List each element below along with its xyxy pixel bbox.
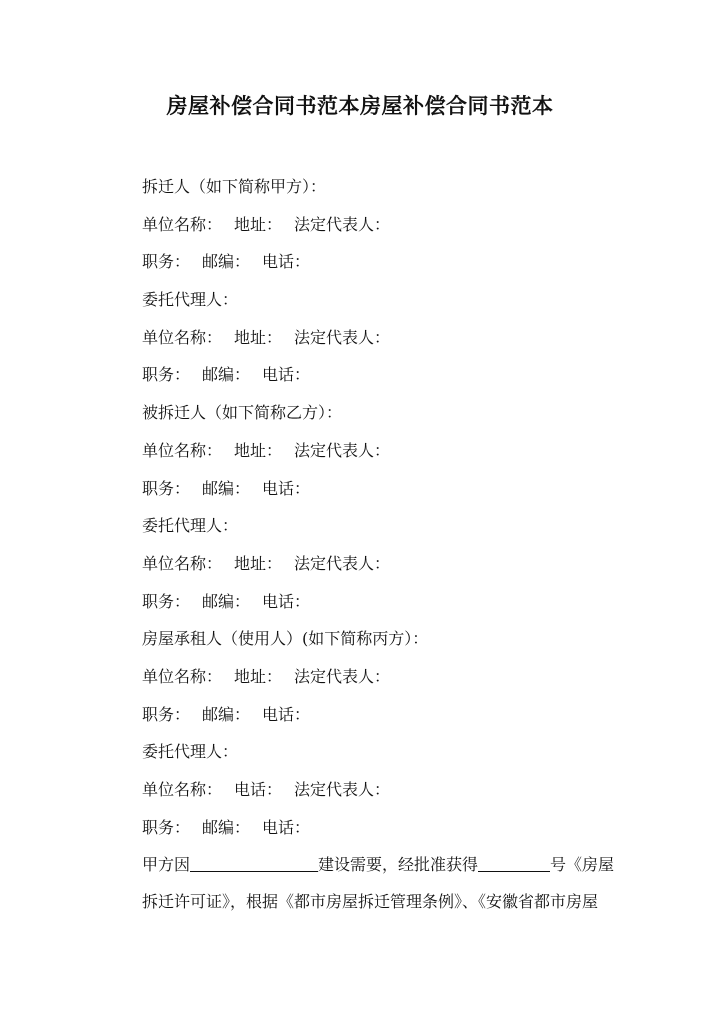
field-label: 电话： [262,478,311,498]
field-label: 地址： [234,553,283,573]
field-label: 委托代理人： [142,290,239,310]
field-label: 拆迁人（如下简称甲方）： [142,177,327,196]
field-label: 邮编： [202,365,251,385]
field-label: 职务： [142,252,191,272]
field-label: 邮编： [202,704,251,724]
field-label: 邮编： [202,478,251,498]
party-info-line [142,394,622,432]
party-info-line [142,658,622,696]
body-paragraph [110,846,620,920]
field-label: 电话： [262,817,311,837]
field-label: 法定代表人： [294,327,391,347]
field-label: 地址： [234,327,283,347]
party-info-line [142,319,622,357]
paragraph-seg-1: 甲方因 [142,855,191,874]
field-label: 单位名称： [142,214,223,234]
party-info-line [142,507,622,545]
party-info-line [142,620,622,658]
field-label: 单位名称： [142,553,223,573]
field-label: 邮编： [202,591,251,611]
field-label: 职务： [142,478,191,498]
party-info-line [142,545,622,583]
party-info-line [142,206,622,244]
field-label: 单位名称： [142,666,223,686]
document-title: 房屋补偿合同书范本房屋补偿合同书范本 [166,93,554,118]
paragraph-seg-3: 号《房屋拆迁许可证》，根据《都市房屋拆迁管理条例》、《安徽省都市房屋 [142,855,615,911]
party-info-line [142,470,622,508]
field-label: 职务： [142,365,191,385]
field-label: 法定代表人： [294,780,391,799]
party-info-list [142,168,622,846]
field-label: 法定代表人： [294,440,391,460]
party-info-line [142,696,622,734]
field-label: 电话： [262,365,311,385]
party-info-line [142,243,622,281]
field-label: 地址： [234,440,283,460]
party-info-line [142,432,622,470]
party-info-line [142,771,622,809]
field-label: 电话： [262,704,311,724]
party-info-line [142,809,622,847]
field-label: 房屋承租人（使用人）(如下简称丙方）： [142,629,429,649]
field-label: 单位名称： [142,327,223,347]
field-label: 法定代表人： [294,214,391,234]
paragraph-text [110,846,620,920]
field-label: 地址： [234,214,283,234]
field-label: 邮编： [202,252,251,272]
field-label: 电话： [234,780,283,799]
fill-blank-permit-number [478,853,550,872]
field-label: 邮编： [202,817,251,837]
field-label: 委托代理人： [142,742,239,762]
party-info-line [142,168,622,206]
field-label: 法定代表人： [294,553,391,573]
field-label: 职务： [142,591,191,611]
field-label: 单位名称： [142,440,223,460]
field-label: 被拆迁人（如下简称乙方）： [142,403,343,423]
party-info-line [142,356,622,394]
field-label: 委托代理人： [142,516,239,536]
party-info-line [142,281,622,319]
paragraph-seg-2: 建设需要，经批准获得 [318,855,479,874]
field-label: 单位名称： [142,780,223,799]
field-label: 电话： [262,591,311,611]
field-label: 法定代表人： [294,666,391,686]
party-info-line [142,583,622,621]
field-label: 职务： [142,817,191,837]
field-label: 职务： [142,704,191,724]
fill-blank-project [190,853,318,872]
field-label: 电话： [262,252,311,272]
field-label: 地址： [234,666,283,686]
party-info-line [142,733,622,771]
